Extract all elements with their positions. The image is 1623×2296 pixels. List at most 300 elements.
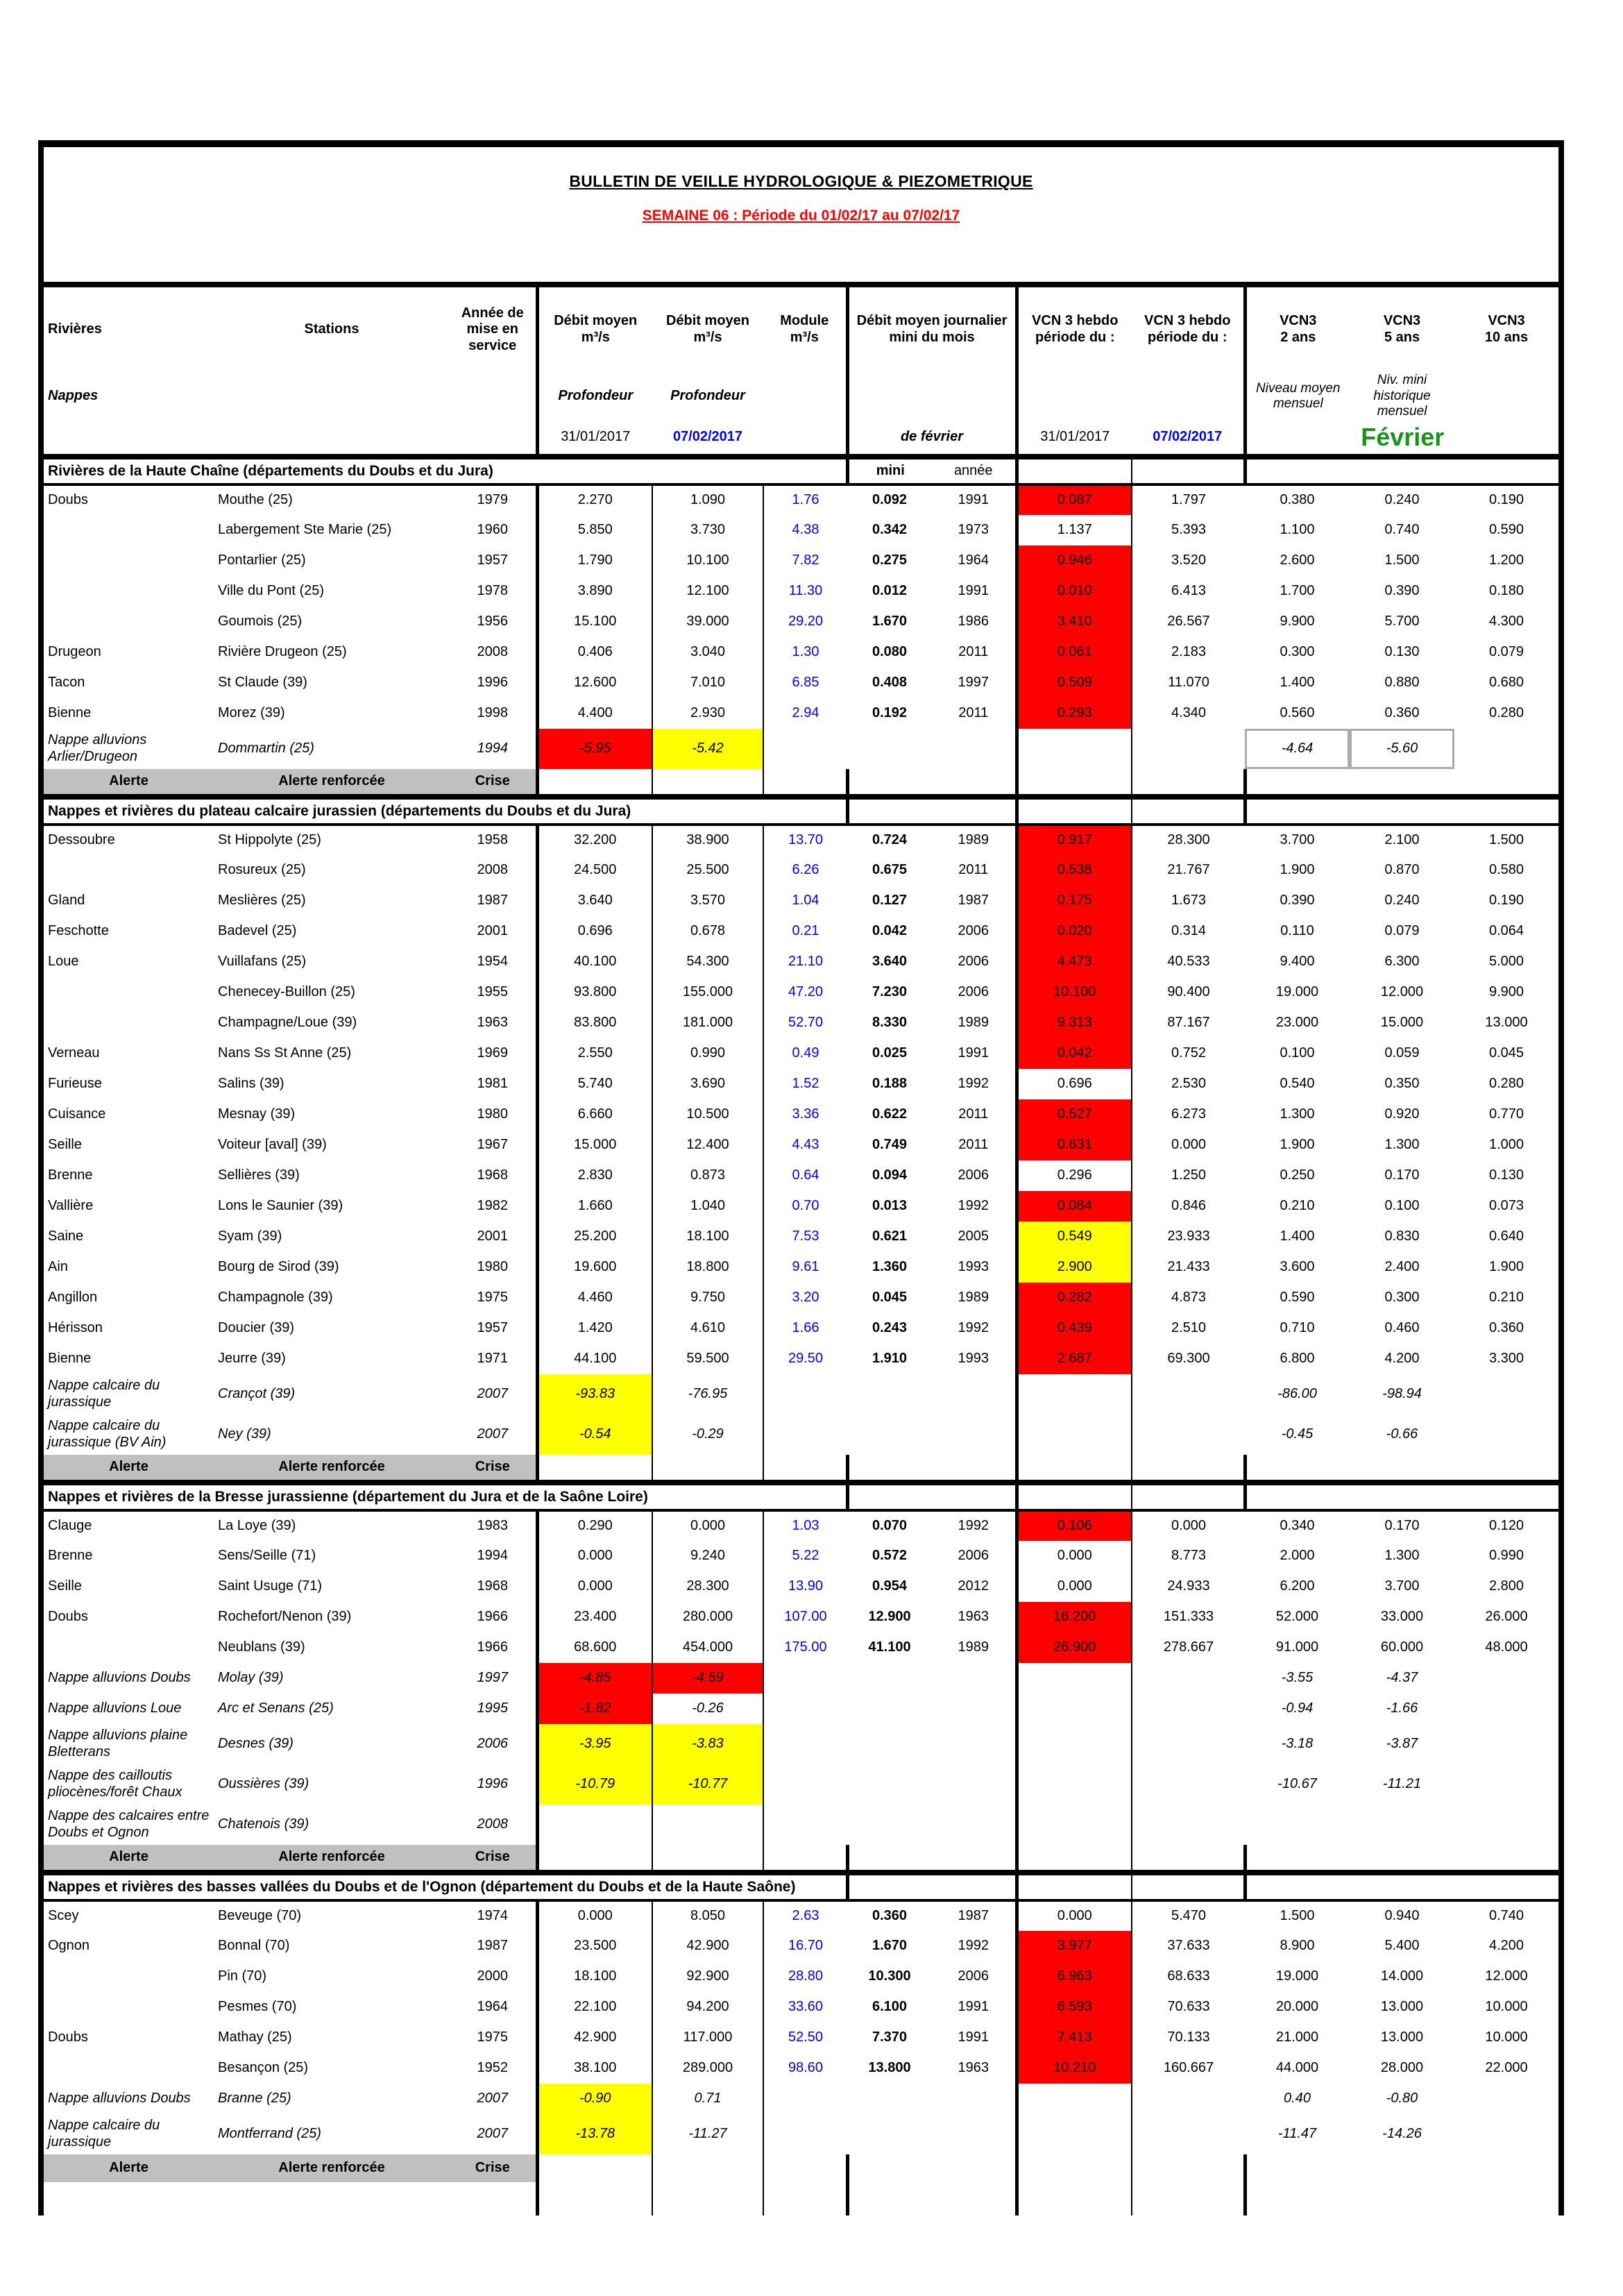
cell-vcn3-5ans: 0.940 xyxy=(1384,1908,1420,1924)
cell-annee-service: 1966 xyxy=(477,1609,508,1625)
cell-riviere: Nappe calcaire du jurassique xyxy=(48,2118,160,2150)
cell-riviere: Vallière xyxy=(48,1198,94,1214)
annee-column-label xyxy=(932,1483,1017,1510)
cell-station: Sellières (39) xyxy=(218,1167,300,1183)
col-header-niveau-moyen: Niveau moyen mensuel xyxy=(1245,372,1350,421)
cell-riviere: Gland xyxy=(48,893,85,909)
cell-station: Ney (39) xyxy=(218,1426,271,1442)
cell-debit-3101: 83.800 xyxy=(537,1008,652,1038)
cell-mini-mois: 7.370 xyxy=(872,2029,908,2045)
cell-vcn3-10ans: 0.280 xyxy=(1488,1076,1524,1092)
cell-station: Arc et Senans (25) xyxy=(218,1700,334,1716)
spacer-cell xyxy=(847,1455,1017,1483)
cell-debit-0702: 9.240 xyxy=(652,1541,763,1571)
section-header-row xyxy=(44,1873,1558,1900)
cell-station: Champagne/Loue (39) xyxy=(218,1015,357,1031)
cell-riviere xyxy=(44,1961,214,1992)
cell-mini-annee: 2006 xyxy=(958,923,989,939)
cell-debit-0702: -76.95 xyxy=(652,1374,763,1415)
cell-riviere xyxy=(44,1632,214,1663)
cell-debit-3101: 0.406 xyxy=(537,637,652,668)
cell-annee-service: 1983 xyxy=(477,1518,508,1534)
spacer-cell xyxy=(1017,372,1132,421)
cell-annee-service: 1982 xyxy=(477,1198,508,1214)
cell-debit-3101: 1.790 xyxy=(537,546,652,576)
cell-vcn-3101: 6.963 xyxy=(1017,1961,1132,1992)
cell-annee-service: 1978 xyxy=(477,583,508,599)
cell-vcn3-2ans: 3.700 xyxy=(1280,832,1315,848)
spacer-cell xyxy=(1017,457,1132,484)
cell-vcn-3101 xyxy=(1017,2114,1132,2154)
cell-mini-annee: 1989 xyxy=(958,1290,989,1306)
cell-mini-annee: 1992 xyxy=(958,1320,989,1336)
table-header-row-dates xyxy=(44,421,1558,457)
table-row xyxy=(44,2053,1558,2084)
cell-debit-3101: 12.600 xyxy=(537,668,652,698)
cell-riviere: Feschotte xyxy=(48,923,109,939)
cell-station: Mesnay (39) xyxy=(218,1106,296,1122)
cell-station: Saint Usuge (71) xyxy=(218,1578,323,1594)
cell-riviere: Bienne xyxy=(48,705,92,721)
cell-module: 1.66 xyxy=(763,1313,847,1344)
cell-debit-3101: 32.200 xyxy=(537,825,652,855)
cell-debit-0702: 3.690 xyxy=(652,1069,763,1099)
cell-station: Nans Ss St Anne (25) xyxy=(218,1045,352,1061)
cell-mini-annee: 2011 xyxy=(958,1137,989,1153)
cell-module: 16.70 xyxy=(763,1931,847,1961)
spacer-cell xyxy=(652,2154,763,2182)
col-header-vcn3-hebdo-3101: VCN 3 hebdo période du : xyxy=(1017,287,1132,372)
cell-vcn-0702: 151.333 xyxy=(1132,1602,1245,1632)
col-header-rivieres: Rivières xyxy=(48,321,102,337)
cell-vcn3-2ans: 44.000 xyxy=(1275,2060,1319,2076)
cell-module: 2.63 xyxy=(763,1900,847,1931)
cell-module xyxy=(763,2084,847,2114)
cell-vcn3-2ans: 6.200 xyxy=(1280,1578,1315,1594)
cell-debit-0702: -11.27 xyxy=(652,2114,763,2154)
cell-debit-0702: -10.77 xyxy=(652,1764,763,1805)
cell-vcn-0702: 0.752 xyxy=(1132,1038,1245,1069)
cell-annee-service: 1968 xyxy=(477,1578,508,1594)
cell-annee-service: 1957 xyxy=(477,552,508,568)
cell-debit-0702: 18.100 xyxy=(652,1222,763,1252)
spacer-cell xyxy=(1017,1483,1132,1510)
cell-riviere xyxy=(44,855,214,886)
cell-riviere: Scey xyxy=(48,1908,79,1924)
table-header-row-1 xyxy=(44,287,1558,372)
cell-annee-service: 1963 xyxy=(477,1015,508,1031)
cell-vcn-3101: 0.549 xyxy=(1017,1222,1132,1252)
spacer-cell xyxy=(1132,1873,1245,1900)
cell-vcn3-10ans: 13.000 xyxy=(1485,1015,1528,1031)
cell-vcn3-5ans: 13.000 xyxy=(1380,2029,1424,2045)
cell-vcn3-10ans: 0.190 xyxy=(1488,492,1524,508)
cell-module: 107.00 xyxy=(763,1602,847,1632)
cell-vcn3-2ans: -4.64 xyxy=(1245,729,1350,769)
spacer-cell xyxy=(1132,2154,1245,2182)
cell-vcn3-10ans: 0.280 xyxy=(1488,705,1524,721)
cell-riviere: Tacon xyxy=(48,675,85,691)
cell-module: 2.94 xyxy=(763,698,847,729)
spacer-cell xyxy=(1017,1845,1132,1873)
cell-vcn3-10ans: 0.210 xyxy=(1488,1290,1524,1306)
col-header-profondeur-3101: Profondeur xyxy=(537,372,652,421)
table-row xyxy=(44,576,1558,607)
cell-vcn3-10ans: 0.740 xyxy=(1488,1908,1524,1924)
cell-mini-annee xyxy=(932,2084,1017,2114)
cell-vcn3-10ans: 0.120 xyxy=(1488,1518,1524,1534)
cell-debit-0702: 117.000 xyxy=(652,2023,763,2053)
cell-vcn-3101 xyxy=(1017,1663,1132,1694)
cell-station: Goumois (25) xyxy=(218,614,303,630)
cell-vcn3-2ans: 0.250 xyxy=(1280,1167,1315,1183)
cell-riviere: Saine xyxy=(48,1229,84,1244)
table-row xyxy=(44,484,1558,515)
cell-annee-service: 1955 xyxy=(477,984,508,1000)
cell-riviere: Loue xyxy=(48,954,79,970)
cell-mini-annee xyxy=(932,1663,1017,1694)
section-title: Nappes et rivières des basses vallées du Doubs et de l'Ognon (département du Doubs et de la Haute Saône) xyxy=(44,1873,847,1900)
cell-debit-3101: 42.900 xyxy=(537,2023,652,2053)
cell-station: Branne (25) xyxy=(218,2091,291,2107)
cell-vcn3-5ans: 12.000 xyxy=(1380,984,1424,1000)
cell-debit-3101: 3.890 xyxy=(537,576,652,607)
cell-module xyxy=(763,1764,847,1805)
table-row xyxy=(44,1900,1558,1931)
cell-vcn-0702: 1.250 xyxy=(1132,1160,1245,1191)
cell-vcn3-10ans xyxy=(1454,1764,1558,1805)
cell-mini-mois: 0.954 xyxy=(872,1578,908,1594)
cell-debit-0702: 94.200 xyxy=(652,1992,763,2023)
cell-vcn3-5ans: -0.66 xyxy=(1386,1426,1418,1442)
cell-mini-annee xyxy=(932,1764,1017,1805)
cell-vcn3-2ans: 1.500 xyxy=(1280,1908,1315,1924)
annee-column-label xyxy=(932,1873,1017,1900)
spacer-cell xyxy=(1245,1483,1558,1510)
mini-column-label xyxy=(847,1873,932,1900)
cell-vcn3-5ans: -0.80 xyxy=(1386,2091,1418,2107)
table-row xyxy=(44,1099,1558,1130)
cell-riviere: Ognon xyxy=(48,1938,90,1954)
cell-mini-annee: 1992 xyxy=(958,1076,989,1092)
cell-annee-service: 1996 xyxy=(477,675,508,691)
cell-debit-0702: 1.040 xyxy=(652,1191,763,1222)
spacer-cell xyxy=(847,769,1017,797)
cell-vcn3-10ans: 10.000 xyxy=(1485,2029,1528,2045)
cell-module xyxy=(763,1415,847,1455)
cell-annee-service: 1966 xyxy=(477,1639,508,1655)
cell-mini-annee: 1991 xyxy=(958,492,989,508)
cell-module: 1.04 xyxy=(763,886,847,916)
spacer-cell xyxy=(1017,797,1132,825)
spacer-cell xyxy=(1132,457,1245,484)
cell-vcn3-2ans: -10.67 xyxy=(1277,1776,1317,1792)
annee-column-label xyxy=(932,797,1017,825)
table-header-row-2 xyxy=(44,372,1558,421)
legend-crise: Crise xyxy=(450,1845,537,1873)
cell-debit-0702: -0.26 xyxy=(652,1694,763,1724)
cell-vcn-3101: 0.087 xyxy=(1017,484,1132,515)
cell-vcn-0702: 1.673 xyxy=(1132,886,1245,916)
cell-vcn3-2ans: 23.000 xyxy=(1275,1015,1319,1031)
legend-alerte: Alerte xyxy=(44,1845,214,1873)
spacer-cell xyxy=(1454,372,1558,421)
cell-vcn-3101: 0.020 xyxy=(1017,916,1132,947)
cell-debit-0702: 3.570 xyxy=(652,886,763,916)
cell-vcn3-2ans: 0.210 xyxy=(1280,1198,1315,1214)
cell-debit-0702: -4.59 xyxy=(652,1663,763,1694)
hydrological-bulletin-table xyxy=(44,287,1558,2215)
cell-mini-mois: 0.092 xyxy=(872,492,908,508)
cell-mini-mois: 1.360 xyxy=(872,1259,908,1275)
cell-annee-service: 2000 xyxy=(477,1968,508,1984)
cell-debit-3101: 2.830 xyxy=(537,1160,652,1191)
cell-vcn3-2ans: 52.000 xyxy=(1275,1609,1319,1625)
cell-annee-service: 1995 xyxy=(477,1700,508,1716)
cell-mini-mois: 0.572 xyxy=(872,1548,908,1564)
cell-vcn3-10ans: 0.360 xyxy=(1488,1320,1524,1336)
cell-vcn-3101: 1.137 xyxy=(1017,515,1132,546)
cell-vcn3-5ans: 0.740 xyxy=(1384,522,1420,538)
table-row xyxy=(44,1764,1558,1805)
cell-mini-annee: 1963 xyxy=(958,1609,989,1625)
cell-debit-3101: 3.640 xyxy=(537,886,652,916)
cell-vcn-3101: 0.509 xyxy=(1017,668,1132,698)
date-vcn-3101: 31/01/2017 xyxy=(1017,421,1132,457)
cell-vcn-0702: 0.000 xyxy=(1132,1510,1245,1541)
cell-vcn-3101: 0.175 xyxy=(1017,886,1132,916)
cell-debit-3101: 2.550 xyxy=(537,1038,652,1069)
cell-vcn-0702: 37.633 xyxy=(1132,1931,1245,1961)
cell-station: Chenecey-Buillon (25) xyxy=(218,984,355,1000)
cell-debit-3101: 15.000 xyxy=(537,1130,652,1160)
cell-debit-3101: -4.85 xyxy=(537,1663,652,1694)
cell-vcn-3101: 0.917 xyxy=(1017,825,1132,855)
cell-riviere: Seille xyxy=(48,1137,82,1153)
cell-vcn3-2ans: 21.000 xyxy=(1275,2029,1319,2045)
cell-mini-annee: 2006 xyxy=(958,984,989,1000)
cell-vcn3-10ans: 0.640 xyxy=(1488,1229,1524,1244)
table-row xyxy=(44,855,1558,886)
cell-mini-mois: 12.900 xyxy=(868,1609,911,1625)
cell-vcn-0702: 23.933 xyxy=(1132,1222,1245,1252)
table-row xyxy=(44,1694,1558,1724)
cell-vcn3-5ans: 0.390 xyxy=(1384,583,1420,599)
table-row xyxy=(44,977,1558,1008)
cell-annee-service: 1974 xyxy=(477,1908,508,1924)
cell-mini-annee: 1993 xyxy=(958,1259,989,1275)
table-row xyxy=(44,1069,1558,1099)
cell-vcn-3101: 0.296 xyxy=(1017,1160,1132,1191)
cell-debit-0702: 2.930 xyxy=(652,698,763,729)
spacer-cell xyxy=(1132,797,1245,825)
cell-station: Voiteur [aval] (39) xyxy=(218,1137,327,1153)
cell-mini-mois xyxy=(847,1724,932,1764)
table-row xyxy=(44,698,1558,729)
table-row xyxy=(44,1252,1558,1283)
cell-module: 11.30 xyxy=(763,576,847,607)
cell-vcn3-5ans: 2.100 xyxy=(1384,832,1420,848)
spacer-cell xyxy=(1132,769,1245,797)
cell-vcn-0702: 69.300 xyxy=(1132,1344,1245,1374)
cell-vcn3-10ans: 1.200 xyxy=(1488,552,1524,568)
cell-vcn-0702: 40.533 xyxy=(1132,947,1245,977)
cell-vcn-3101: 2.900 xyxy=(1017,1252,1132,1283)
cell-module: 47.20 xyxy=(763,977,847,1008)
cell-vcn-3101: 0.696 xyxy=(1017,1069,1132,1099)
cell-vcn-3101: 0.282 xyxy=(1017,1283,1132,1313)
cell-debit-3101: 18.100 xyxy=(537,1961,652,1992)
cell-vcn3-5ans: -3.87 xyxy=(1386,1736,1418,1752)
cell-vcn3-5ans: 1.500 xyxy=(1384,552,1420,568)
table-row xyxy=(44,1283,1558,1313)
legend-alerte: Alerte xyxy=(44,2154,214,2182)
cell-vcn3-5ans: 6.300 xyxy=(1384,954,1420,970)
alert-legend-row xyxy=(44,2154,1558,2182)
cell-mini-mois: 8.330 xyxy=(872,1015,908,1031)
cell-vcn3-5ans: 2.400 xyxy=(1384,1259,1420,1275)
cell-vcn3-5ans: -4.37 xyxy=(1386,1670,1418,1686)
cell-vcn-0702: 26.567 xyxy=(1132,607,1245,637)
spacer-cell xyxy=(537,2154,652,2182)
cell-annee-service: 1957 xyxy=(477,1320,508,1336)
cell-vcn3-5ans: 0.059 xyxy=(1384,1045,1420,1061)
cell-debit-3101: -3.95 xyxy=(537,1724,652,1764)
cell-vcn3-10ans: 2.800 xyxy=(1488,1578,1524,1594)
cell-mini-mois: 0.622 xyxy=(872,1106,908,1122)
cell-vcn3-5ans: 0.240 xyxy=(1384,492,1420,508)
cell-riviere: Doubs xyxy=(48,2029,88,2045)
cell-annee-service: 1954 xyxy=(477,954,508,970)
page-title: BULLETIN DE VEILLE HYDROLOGIQUE & PIEZOMETRIQUE xyxy=(569,172,1033,190)
cell-vcn3-10ans: 1.500 xyxy=(1488,832,1524,848)
cell-vcn-3101 xyxy=(1017,729,1132,769)
cell-vcn3-2ans: 9.400 xyxy=(1280,954,1315,970)
cell-vcn-3101: 0.946 xyxy=(1017,546,1132,576)
cell-debit-3101: 0.000 xyxy=(537,1571,652,1602)
cell-vcn-0702: 6.273 xyxy=(1132,1099,1245,1130)
cell-vcn3-10ans xyxy=(1454,1805,1558,1845)
cell-debit-0702: 7.010 xyxy=(652,668,763,698)
cell-station: Sens/Seille (71) xyxy=(218,1548,316,1564)
cell-riviere xyxy=(44,2053,214,2084)
cell-module: 98.60 xyxy=(763,2053,847,2084)
empty-bottom-row xyxy=(44,2182,1558,2215)
cell-mini-annee xyxy=(932,729,1017,769)
cell-vcn-0702: 2.510 xyxy=(1132,1313,1245,1344)
spacer-cell xyxy=(1017,1455,1132,1483)
table-row xyxy=(44,1313,1558,1344)
cell-vcn3-2ans: 1.900 xyxy=(1280,862,1315,878)
cell-vcn3-2ans: 0.590 xyxy=(1280,1290,1315,1306)
cell-vcn-3101: 6.593 xyxy=(1017,1992,1132,2023)
cell-vcn3-10ans: 0.079 xyxy=(1488,644,1524,660)
cell-station: Pin (70) xyxy=(218,1968,267,1984)
cell-annee-service: 1952 xyxy=(477,2060,508,2076)
cell-vcn3-5ans: 0.300 xyxy=(1384,1290,1420,1306)
col-header-vcn3-10ans: VCN3 10 ans xyxy=(1484,313,1529,345)
cell-vcn3-2ans: -0.94 xyxy=(1281,1700,1314,1716)
cell-mini-mois: 0.188 xyxy=(872,1076,908,1092)
cell-debit-0702: 0.678 xyxy=(652,916,763,947)
cell-mini-annee: 2005 xyxy=(958,1229,989,1244)
cell-mini-mois xyxy=(847,1663,932,1694)
cell-mini-mois: 0.675 xyxy=(872,862,908,878)
cell-vcn-3101: 0.061 xyxy=(1017,637,1132,668)
cell-module: 1.76 xyxy=(763,484,847,515)
cell-debit-0702: 18.800 xyxy=(652,1252,763,1283)
cell-annee-service: 2007 xyxy=(477,2091,508,2107)
cell-vcn3-10ans xyxy=(1454,1663,1558,1694)
cell-vcn3-10ans xyxy=(1454,729,1558,769)
cell-module: 21.10 xyxy=(763,947,847,977)
cell-mini-annee xyxy=(932,1805,1017,1845)
cell-vcn3-10ans: 10.000 xyxy=(1485,1999,1528,2015)
cell-module: 29.50 xyxy=(763,1344,847,1374)
cell-debit-3101: 0.696 xyxy=(537,916,652,947)
cell-debit-0702: 8.050 xyxy=(652,1900,763,1931)
cell-vcn3-2ans xyxy=(1245,1805,1350,1845)
cell-vcn3-2ans: 0.100 xyxy=(1280,1045,1315,1061)
cell-vcn3-10ans: 0.590 xyxy=(1488,522,1524,538)
cell-mini-annee: 2011 xyxy=(958,1106,989,1122)
table-row xyxy=(44,1992,1558,2023)
cell-module xyxy=(763,729,847,769)
cell-debit-3101: -13.78 xyxy=(537,2114,652,2154)
cell-debit-3101: 44.100 xyxy=(537,1344,652,1374)
spacer-cell xyxy=(847,1845,1017,1873)
cell-module: 0.64 xyxy=(763,1160,847,1191)
cell-riviere xyxy=(44,977,214,1008)
cell-debit-3101: 93.800 xyxy=(537,977,652,1008)
table-row xyxy=(44,1415,1558,1455)
cell-vcn3-2ans: 2.600 xyxy=(1280,552,1315,568)
cell-vcn-3101: 3.977 xyxy=(1017,1931,1132,1961)
cell-vcn3-5ans: 15.000 xyxy=(1380,1015,1424,1031)
cell-vcn3-5ans: 33.000 xyxy=(1380,1609,1424,1625)
cell-mini-annee: 2006 xyxy=(958,1968,989,1984)
col-header-vcn3-2ans: VCN3 2 ans xyxy=(1245,287,1350,372)
col-header-debit-journalier-mini: Débit moyen journalier mini du mois xyxy=(847,287,1017,372)
spacer-cell xyxy=(763,769,847,797)
cell-station: Pontarlier (25) xyxy=(218,552,306,568)
cell-annee-service: 2001 xyxy=(477,1229,508,1244)
date-debit-0702: 07/02/2017 xyxy=(652,421,763,457)
month-label: Février xyxy=(1245,421,1558,457)
cell-station: Rochefort/Nenon (39) xyxy=(218,1609,352,1625)
cell-vcn3-5ans: 1.300 xyxy=(1384,1548,1420,1564)
cell-mini-annee: 1992 xyxy=(958,1518,989,1534)
cell-mini-annee: 2011 xyxy=(958,705,989,721)
table-row xyxy=(44,886,1558,916)
cell-vcn-3101 xyxy=(1017,1805,1132,1845)
spacer-cell xyxy=(652,1845,763,1873)
alert-legend-row xyxy=(44,1455,1558,1483)
cell-debit-0702: 39.000 xyxy=(652,607,763,637)
cell-debit-0702: 4.610 xyxy=(652,1313,763,1344)
alert-legend-row xyxy=(44,769,1558,797)
legend-alerte: Alerte xyxy=(44,769,214,797)
cell-mini-annee: 2006 xyxy=(958,954,989,970)
cell-mini-mois: 0.025 xyxy=(872,1045,908,1061)
cell-riviere: Brenne xyxy=(48,1548,93,1564)
spacer-cell xyxy=(1132,1845,1245,1873)
cell-riviere: Doubs xyxy=(48,492,88,508)
cell-mini-mois: 0.012 xyxy=(872,583,908,599)
cell-mini-annee: 1963 xyxy=(958,2060,989,2076)
cell-vcn3-5ans: 0.460 xyxy=(1384,1320,1420,1336)
cell-riviere: Nappe alluvions plaine Bletterans xyxy=(48,1728,188,1759)
